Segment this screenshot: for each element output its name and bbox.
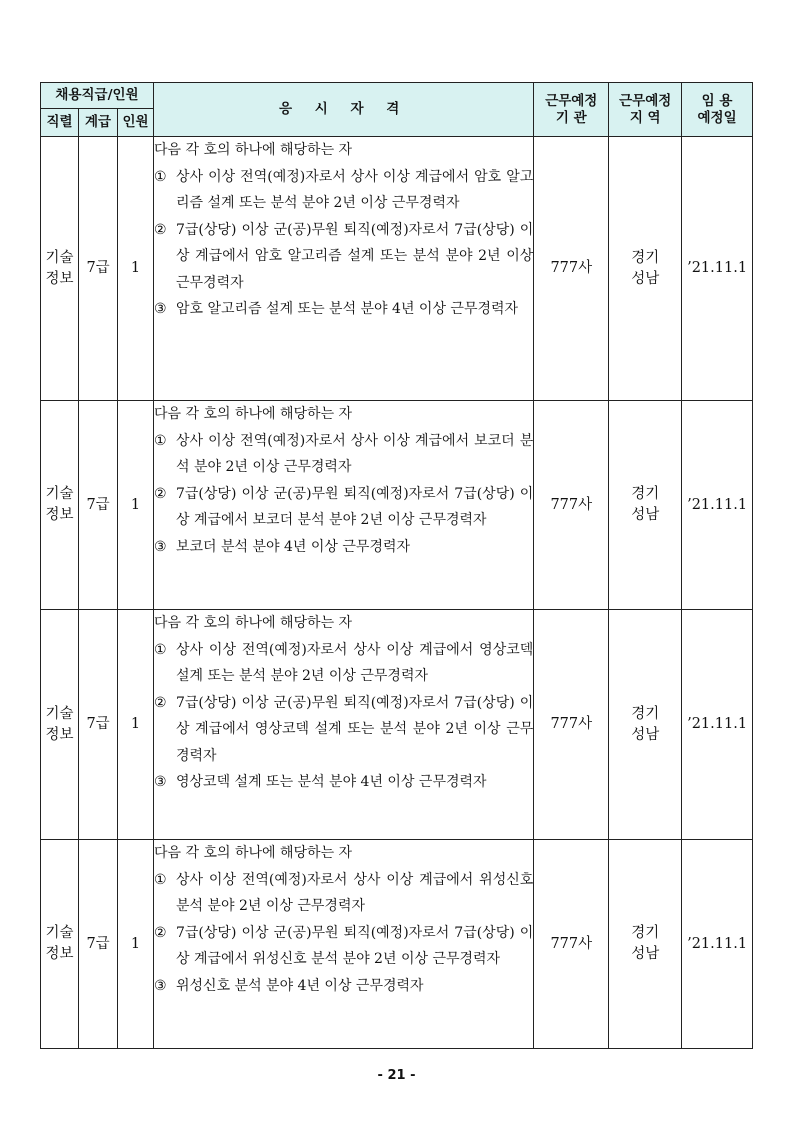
qualification-intro: 다음 각 호의 하나에 해당하는 자 (154, 615, 353, 631)
region-line1: 경기 (631, 925, 660, 941)
headcount-cell: 1 (118, 401, 154, 610)
region-line1: 경기 (631, 486, 660, 502)
item-text: 7급(상당) 이상 군(공)무원 퇴직(예정)자로서 7급(상당) 이상 계급에서 영상코덱 설계 또는 분석 분야 2년 이상 근무경력자 (176, 694, 534, 764)
item-number: ② (154, 485, 167, 502)
region-line2: 성남 (631, 507, 660, 523)
qualification-item (154, 920, 533, 973)
job-type-cell (41, 401, 79, 610)
item-number: ① (154, 871, 167, 888)
item-number: ② (154, 221, 167, 238)
table-row (41, 401, 753, 610)
header-row-1 (41, 83, 753, 109)
grade-cell: 7급 (79, 401, 118, 610)
qualification-item (154, 428, 533, 481)
agency-cell: 777사 (534, 137, 609, 401)
region-cell (609, 610, 682, 840)
item-number: ① (154, 641, 167, 658)
headcount-cell: 1 (118, 610, 154, 840)
qualification-item (154, 534, 533, 561)
header-work-agency-line1: 근무예정 (545, 92, 598, 109)
agency-cell: 777사 (534, 401, 609, 610)
headcount-cell: 1 (118, 840, 154, 1049)
date-cell: ’21.11.1 (682, 401, 753, 610)
region-line1: 경기 (631, 705, 660, 722)
job-type-cell (41, 610, 79, 840)
job-type-line1: 기술 (45, 249, 74, 266)
header-work-region-line1: 근무예정 (619, 92, 672, 109)
item-text: 보코더 분석 분야 4년 이상 근무경력자 (176, 538, 411, 555)
item-number: ① (154, 168, 167, 185)
header-headcount: 인원 (118, 109, 154, 137)
qualification-item (154, 164, 533, 217)
item-text: 상사 이상 전역(예정)자로서 상사 이상 계급에서 영상코덱 설계 또는 분석 분야 2년 이상 근무경력자 (176, 641, 534, 684)
job-type-cell (41, 840, 79, 1049)
qualification-cell (154, 840, 534, 1049)
recruitment-table (40, 82, 753, 1049)
qualification-item (154, 217, 533, 297)
qualification-cell (154, 137, 534, 401)
qualification-item (154, 973, 533, 1000)
header-appointment-line2: 예정일 (697, 109, 737, 126)
qualification-item (154, 637, 533, 690)
job-type-line2: 정보 (45, 507, 74, 523)
job-type-line1: 기술 (45, 925, 74, 941)
region-line2: 성남 (631, 270, 660, 287)
table-row (41, 840, 753, 1049)
grade-cell: 7급 (79, 610, 118, 840)
date-cell: ’21.11.1 (682, 840, 753, 1049)
item-number: ③ (154, 774, 167, 790)
date-cell: ’21.11.1 (682, 610, 753, 840)
item-text: 상사 이상 전역(예정)자로서 상사 이상 계급에서 위성신호 분석 분야 2년 이상 근무경력자 (176, 871, 534, 914)
item-number: ② (154, 694, 167, 711)
header-work-agency (534, 83, 609, 137)
job-type-line1: 기술 (45, 705, 74, 722)
header-appointment-date (682, 83, 753, 137)
header-grade: 계급 (79, 109, 118, 137)
qualification-item (154, 296, 533, 323)
qualification-item (154, 867, 533, 920)
qualification-item (154, 769, 533, 796)
item-text: 위성신호 분석 분야 4년 이상 근무경력자 (176, 977, 424, 994)
header-grade-personnel: 채용직급/인원 (41, 83, 154, 109)
region-cell (609, 840, 682, 1049)
qualification-intro: 다음 각 호의 하나에 해당하는 자 (154, 406, 353, 422)
region-cell (609, 137, 682, 401)
qualification-intro: 다음 각 호의 하나에 해당하는 자 (154, 142, 353, 158)
header-work-region-line2: 지 역 (629, 109, 661, 126)
header-work-region (609, 83, 682, 137)
job-type-cell (41, 137, 79, 401)
qualification-item (154, 690, 533, 770)
header-work-agency-line2: 기 관 (555, 109, 587, 126)
item-number: ③ (154, 977, 167, 994)
qualification-intro: 다음 각 호의 하나에 해당하는 자 (154, 845, 353, 861)
item-text: 영상코덱 설계 또는 분석 분야 4년 이상 근무경력자 (176, 774, 487, 790)
qualification-cell (154, 610, 534, 840)
item-number: ① (154, 432, 167, 449)
date-cell: ’21.11.1 (682, 137, 753, 401)
item-text: 7급(상당) 이상 군(공)무원 퇴직(예정)자로서 7급(상당) 이상 계급에서 위성신호 분석 분야 2년 이상 근무경력자 (176, 924, 534, 967)
grade-cell: 7급 (79, 840, 118, 1049)
header-appointment-line1: 임 용 (701, 92, 733, 109)
region-line2: 성남 (631, 726, 660, 743)
item-number: ② (154, 924, 167, 941)
qualification-item (154, 481, 533, 534)
job-type-line2: 정보 (45, 270, 74, 287)
item-text: 7급(상당) 이상 군(공)무원 퇴직(예정)자로서 7급(상당) 이상 계급에서 암호 알고리즘 설계 또는 분석 분야 2년 이상 근무경력자 (176, 221, 534, 291)
item-number: ③ (154, 301, 167, 317)
job-type-line2: 정보 (45, 726, 74, 743)
headcount-cell: 1 (118, 137, 154, 401)
region-line1: 경기 (631, 249, 660, 266)
grade-cell: 7급 (79, 137, 118, 401)
item-text: 상사 이상 전역(예정)자로서 상사 이상 계급에서 보코더 분석 분야 2년 이상 근무경력자 (176, 432, 534, 475)
table-row (41, 610, 753, 840)
header-job-type: 직렬 (41, 109, 79, 137)
agency-cell: 777사 (534, 840, 609, 1049)
qualification-cell (154, 401, 534, 610)
job-type-line1: 기술 (45, 486, 74, 502)
item-text: 7급(상당) 이상 군(공)무원 퇴직(예정)자로서 7급(상당) 이상 계급에서 보코더 분석 분야 2년 이상 근무경력자 (176, 485, 534, 528)
item-text: 상사 이상 전역(예정)자로서 상사 이상 계급에서 암호 알고리즘 설계 또는 분석 분야 2년 이상 근무경력자 (176, 168, 534, 211)
item-number: ③ (154, 538, 167, 555)
agency-cell: 777사 (534, 610, 609, 840)
page-number: - 21 - (377, 1068, 416, 1083)
table-row (41, 137, 753, 401)
item-text: 암호 알고리즘 설계 또는 분석 분야 4년 이상 근무경력자 (176, 301, 519, 317)
header-qualification: 응 시 자 격 (154, 83, 534, 137)
region-line2: 성남 (631, 946, 660, 962)
job-type-line2: 정보 (45, 946, 74, 962)
region-cell (609, 401, 682, 610)
